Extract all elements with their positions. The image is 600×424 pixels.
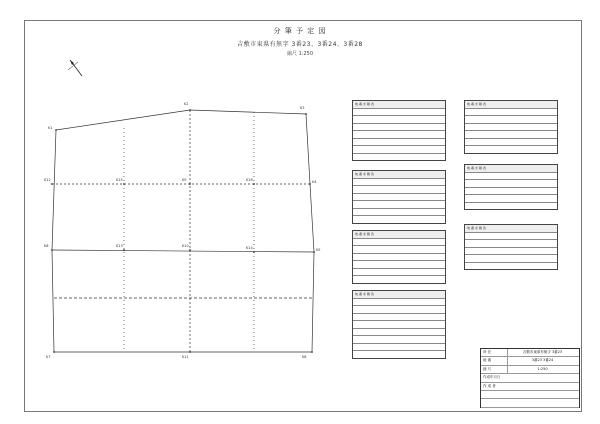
area-table-4 bbox=[464, 164, 558, 210]
point-label: K9 bbox=[182, 178, 187, 182]
area-table-7 bbox=[352, 290, 446, 359]
titleblock-label: 作成年月日 bbox=[483, 375, 501, 380]
table-header: 地 番 求 積 表 bbox=[355, 232, 374, 236]
point-label: K10 bbox=[182, 244, 189, 248]
title-block bbox=[0, 26, 600, 57]
point-label: K4 bbox=[312, 180, 317, 184]
titleblock-value: 吉敷市東県有無字 3番23 bbox=[507, 349, 577, 356]
area-table-2 bbox=[464, 100, 558, 154]
drawing-titleblock bbox=[480, 348, 580, 408]
titleblock-label: 縮 尺 bbox=[483, 366, 492, 371]
point-label: K2 bbox=[184, 102, 189, 106]
point-label: K1 bbox=[48, 126, 53, 130]
point-label: K16 bbox=[246, 178, 253, 182]
titleblock-label: 所 在 bbox=[483, 350, 492, 354]
point-label: K11 bbox=[182, 355, 189, 359]
titleblock-value: 3番23 3番24 bbox=[507, 357, 577, 364]
table-header: 地 番 求 積 表 bbox=[355, 102, 374, 106]
area-table-3 bbox=[352, 170, 446, 224]
drawing-subtitle: 吉敷市東県有無字 3番23、3番24、3番28 bbox=[237, 41, 363, 48]
point-label: K8 bbox=[44, 244, 49, 248]
table-header: 地 番 求 積 表 bbox=[467, 226, 486, 230]
area-table-5 bbox=[352, 230, 446, 284]
point-label: K15 bbox=[116, 178, 123, 182]
lot-plan bbox=[44, 98, 334, 368]
titleblock-label: 地 番 bbox=[483, 358, 492, 363]
table-header: 地 番 求 積 表 bbox=[355, 172, 374, 176]
titleblock-value: 1:250 bbox=[507, 366, 577, 373]
drawing-scale: 縮尺 1:250 bbox=[287, 51, 313, 57]
north-arrow-icon bbox=[66, 56, 86, 80]
point-label: K14 bbox=[246, 246, 253, 250]
point-label: K3 bbox=[300, 106, 305, 110]
point-label: K13 bbox=[116, 244, 123, 248]
point-label: K6 bbox=[302, 355, 307, 359]
area-tables bbox=[352, 100, 564, 360]
point-label: K5 bbox=[316, 248, 321, 252]
lot-plan-lines bbox=[44, 98, 334, 368]
point-label: K12 bbox=[44, 178, 51, 182]
table-header: 地 番 求 積 表 bbox=[467, 102, 486, 106]
area-table-1 bbox=[352, 100, 446, 161]
point-label: K7 bbox=[46, 355, 51, 359]
table-header: 地 番 求 積 表 bbox=[467, 166, 486, 170]
area-table-6 bbox=[464, 224, 558, 270]
table-header: 地 番 求 積 表 bbox=[355, 292, 374, 296]
titleblock-label: 作 成 者 bbox=[483, 383, 496, 388]
drawing-title: 分 筆 予 定 図 bbox=[273, 27, 327, 35]
